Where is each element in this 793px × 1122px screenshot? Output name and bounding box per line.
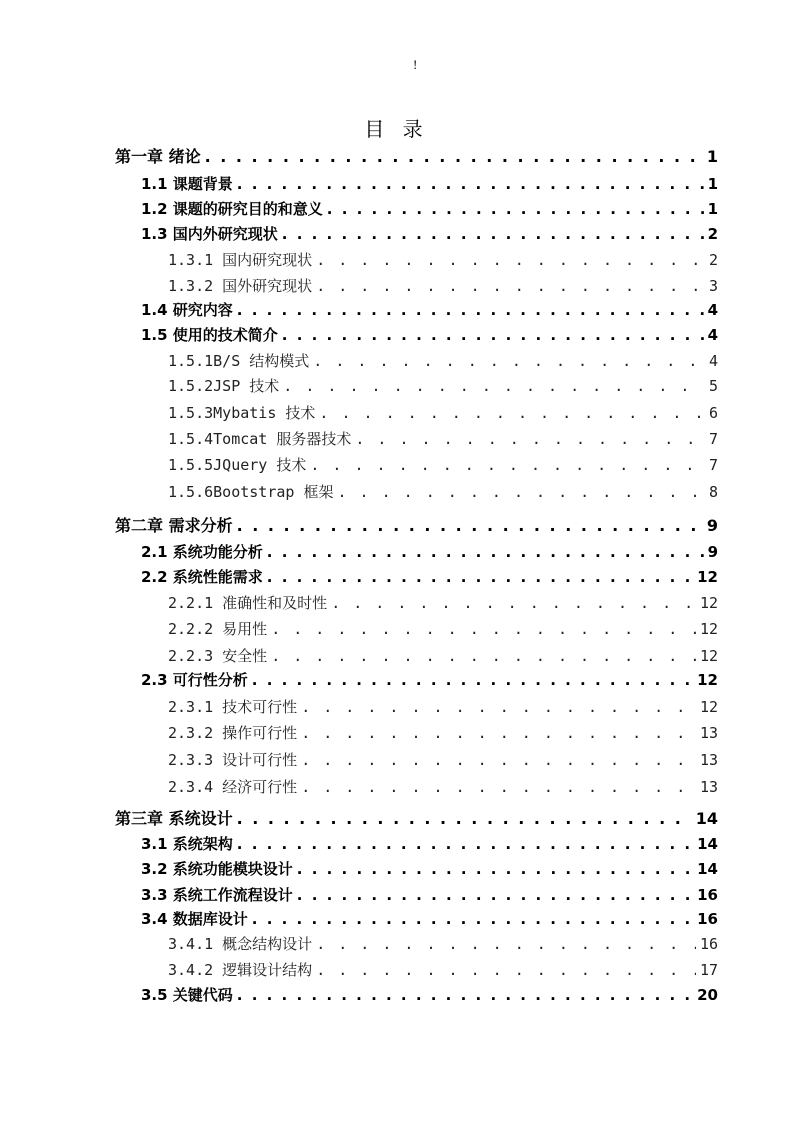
toc-leader-dots [316,958,696,982]
toc-entry-label: 1.5.1B/S 结构模式 [168,352,310,370]
toc-entry-page-number: 4 [707,301,718,319]
toc-leader-dots [316,932,696,956]
toc-entry-label: 2.3.1 技术可行性 [168,698,298,716]
toc-entry-page-number: 14 [695,809,718,828]
toc-entry[interactable] [141,983,718,1007]
toc-entry-page-number: 2 [708,251,718,269]
toc-entry-page-number: 7 [708,456,718,474]
toc-leader-dots [301,721,696,745]
toc-entry[interactable] [168,248,718,272]
toc-entry-label: 1.5.6Bootstrap 框架 [168,483,334,501]
toc-entry-label: 2.2.1 准确性和及时性 [168,594,328,612]
toc-leader-dots [301,775,696,799]
toc-entry-label: 1.3 国内外研究现状 [141,225,278,243]
toc-entry-page-number: 12 [699,620,718,638]
toc-entry-page-number: 12 [699,647,718,665]
toc-leader-dots [237,514,703,538]
toc-entry-label: 1.1 课题背景 [141,175,233,193]
toc-leader-dots [267,540,704,564]
toc-entry[interactable] [168,591,718,615]
toc-entry[interactable] [115,145,718,169]
toc-entry-page-number: 9 [707,543,718,561]
toc-entry[interactable] [168,958,718,982]
toc-leader-dots [271,617,696,641]
toc-entry-page-number: 3 [708,277,718,295]
toc-leader-dots [313,349,704,373]
toc-entry-page-number: 17 [699,961,718,979]
toc-leader-dots [271,644,696,668]
toc-entry-page-number: 8 [708,483,718,501]
toc-entry[interactable] [141,323,718,347]
toc-entry-page-number: 1 [707,200,718,218]
toc-entry[interactable] [141,172,718,196]
toc-leader-dots [297,883,693,907]
toc-entry[interactable] [168,401,718,425]
toc-entry-label: 1.5.2JSP 技术 [168,377,280,395]
toc-entry[interactable] [168,748,718,772]
toc-leader-dots [301,695,696,719]
toc-entry-label: 1.5.3Mybatis 技术 [168,404,316,422]
toc-entry-page-number: 12 [699,698,718,716]
toc-entry-page-number: 14 [697,860,718,878]
toc-entry[interactable] [168,480,718,504]
toc-entry-label: 2.2 系统性能需求 [141,568,263,586]
toc-entry-page-number: 12 [697,671,718,689]
toc-leader-dots [337,480,704,504]
toc-entry[interactable] [141,222,718,246]
toc-leader-dots [283,374,704,398]
toc-entry-label: 1.2 课题的研究目的和意义 [141,200,323,218]
toc-leader-dots [205,145,703,169]
toc-entry-label: 2.3.4 经济可行性 [168,778,298,796]
toc-entry[interactable] [141,832,718,856]
toc-entry-page-number: 12 [699,594,718,612]
toc-entry-label: 3.2 系统功能模块设计 [141,860,293,878]
toc-leader-dots [297,857,693,881]
toc-entry-page-number: 16 [697,886,718,904]
toc-entry-page-number: 4 [708,352,718,370]
toc-leader-dots [252,668,693,692]
toc-entry-page-number: 13 [699,724,718,742]
toc-entry-label: 3.4 数据库设计 [141,910,248,928]
toc-entry-label: 3.1 系统架构 [141,835,233,853]
toc-leader-dots [282,222,704,246]
toc-entry-label: 1.3.2 国外研究现状 [168,277,313,295]
toc-entry[interactable] [168,721,718,745]
toc-entry-page-number: 4 [707,326,718,344]
toc-entry-label: 3.3 系统工作流程设计 [141,886,293,904]
toc-entry-label: 3.4.1 概念结构设计 [168,935,313,953]
toc-entry-page-number: 13 [699,778,718,796]
toc-entry-label: 1.5.4Tomcat 服务器技术 [168,430,352,448]
toc-entry-label: 2.2.2 易用性 [168,620,268,638]
toc-entry[interactable] [168,695,718,719]
toc-entry-page-number: 7 [708,430,718,448]
toc-entry[interactable] [141,298,718,322]
toc-entry-label: 2.3.3 设计可行性 [168,751,298,769]
toc-leader-dots [237,832,693,856]
toc-entry-page-number: 1 [706,147,718,166]
toc-entry[interactable] [168,374,718,398]
toc-entry-label: 2.1 系统功能分析 [141,543,263,561]
toc-leader-dots [355,427,704,451]
toc-entry-page-number: 20 [697,986,718,1004]
toc-entry-page-number: 16 [699,935,718,953]
toc-leader-dots [316,274,704,298]
toc-entry-label: 第二章 需求分析 [115,516,233,535]
toc-entry-label: 3.4.2 逻辑设计结构 [168,961,313,979]
toc-entry[interactable] [168,349,718,373]
toc-title: 目 录 [364,117,429,141]
toc-entry[interactable] [168,427,718,451]
toc-entry-label: 3.5 关键代码 [141,986,233,1004]
toc-entry-page-number: 14 [697,835,718,853]
toc-entry[interactable] [141,907,718,931]
toc-entry[interactable] [141,197,718,221]
toc-entry[interactable] [168,274,718,298]
toc-leader-dots [319,401,704,425]
toc-entry-page-number: 13 [699,751,718,769]
toc-entry-page-number: 12 [697,568,718,586]
toc-entry-label: 1.5 使用的技术简介 [141,326,278,344]
toc-entry[interactable] [141,668,718,692]
toc-entry[interactable] [168,453,718,477]
toc-entry[interactable] [168,617,718,641]
toc-leader-dots [282,323,704,347]
toc-entry-label: 2.2.3 安全性 [168,647,268,665]
toc-entry[interactable] [141,565,718,589]
toc-entry[interactable] [115,807,718,831]
toc-entry[interactable] [141,540,718,564]
toc-leader-dots [237,807,692,831]
toc-entry[interactable] [168,644,718,668]
toc-entry-page-number: 2 [707,225,718,243]
toc-leader-dots [252,907,693,931]
toc-entry-page-number: 9 [706,516,718,535]
toc-entry[interactable] [141,883,718,907]
toc-entry-label: 2.3 可行性分析 [141,671,248,689]
toc-entry-page-number: 5 [708,377,718,395]
toc-entry-label: 2.3.2 操作可行性 [168,724,298,742]
toc-leader-dots [310,453,704,477]
toc-entry[interactable] [168,775,718,799]
toc-leader-dots [331,591,696,615]
toc-entry-label: 1.4 研究内容 [141,301,233,319]
header-mark: ! [413,57,418,72]
toc-entry-page-number: 16 [697,910,718,928]
toc-entry-label: 第一章 绪论 [115,147,201,166]
toc-entry-label: 1.5.5JQuery 技术 [168,456,307,474]
toc-entry[interactable] [141,857,718,881]
toc-entry-page-number: 6 [708,404,718,422]
toc-leader-dots [316,248,704,272]
toc-entry-label: 1.3.1 国内研究现状 [168,251,313,269]
toc-leader-dots [237,983,693,1007]
toc-entry-label: 第三章 系统设计 [115,809,233,828]
toc-entry[interactable] [168,932,718,956]
toc-leader-dots [237,298,704,322]
toc-leader-dots [267,565,693,589]
toc-leader-dots [327,197,704,221]
toc-entry[interactable] [115,514,718,538]
toc-leader-dots [237,172,704,196]
toc-leader-dots [301,748,696,772]
toc-entry-page-number: 1 [707,175,718,193]
